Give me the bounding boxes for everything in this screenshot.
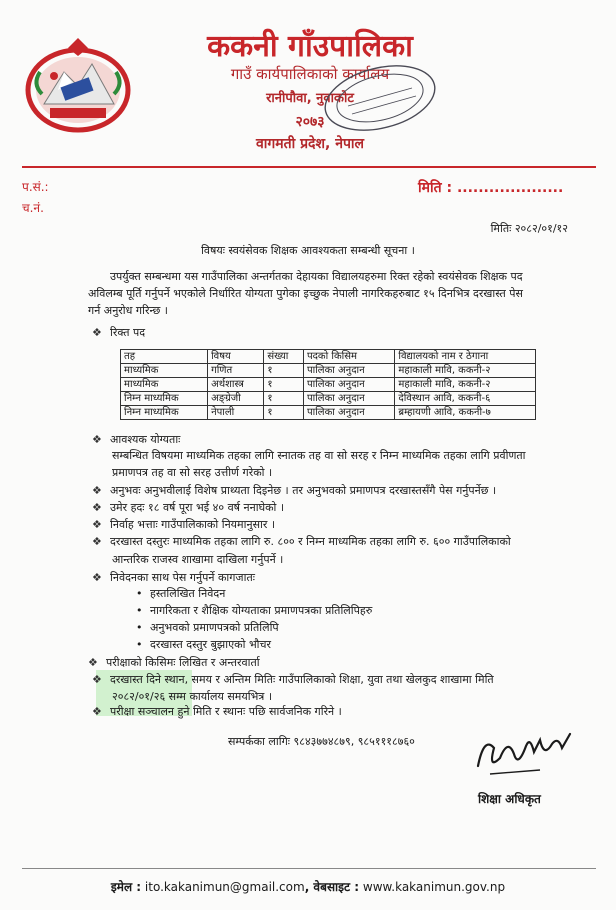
documents-heading: ❖ निवेदनका साथ पेस गर्नुपर्ने कागजातः: [92, 571, 255, 584]
exam-type-item: ❖ परीक्षाको किसिमः लिखित र अन्तरवार्ता: [88, 656, 260, 669]
website-url: www.kakanimun.gov.np: [362, 880, 506, 894]
diamond-bullet-icon: ❖: [92, 705, 102, 718]
officer-title: शिक्षा अधिकृत: [478, 792, 541, 806]
intro-line-3: गर्न अनुरोध गरिन्छ ।: [88, 304, 168, 317]
diamond-bullet-icon: ❖: [92, 433, 102, 446]
diamond-bullet-icon: ❖: [92, 484, 102, 497]
qualification-heading: ❖ आवश्यक योग्यताः: [92, 433, 181, 446]
submission-line-2: २०८२/०१/२६ सम्म कार्यालय समयभित्र ।: [112, 690, 273, 703]
header-divider: [22, 166, 596, 168]
qualification-line-2: प्रमाणपत्र तह वा सो सरह उत्तीर्ण गरेको ।: [112, 466, 273, 479]
experience-item: ❖ अनुभवः अनुभवीलाई विशेष प्राथ्यता दिइनेछ । तर अनुभवको प्रमाणपत्र दरखास्तसँगै पेस गर्नुपर्नेछ ।: [92, 484, 497, 497]
contact-numbers: सम्पर्कका लागिः ९८४३७७४८७९, ९८५१११८७६०: [228, 735, 415, 748]
office-location: रानीपौवा, नुवाकोट: [266, 91, 354, 106]
qualification-line-1: सम्बन्धित विषयमा माध्यमिक तहका लागि स्नातक तह वा सो सरह र निम्न माध्यमिक तहका लागि प्रवीणता: [112, 449, 526, 462]
dot-bullet-icon: •: [136, 604, 143, 617]
list-item: • नागरिकता र शैक्षिक योग्यताका प्रमाणपत्रका प्रतिलिपिहरु: [136, 604, 373, 617]
table-row: निम्न माध्यमिक नेपाली १ पालिका अनुदान ब्रम्हायणी आवि, ककनी-७: [121, 406, 536, 420]
email-address: ito.kakanimun@gmail.com: [144, 880, 305, 894]
signature-icon: [470, 718, 580, 784]
diamond-bullet-icon: ❖: [92, 518, 102, 531]
office-stamp-icon: [300, 58, 440, 138]
diamond-bullet-icon: ❖: [92, 326, 102, 339]
date-field: मिति : ....................: [418, 180, 564, 196]
fee-line-2: आन्तरिक राजस्व शाखामा दाखिला गर्नुपर्ने ।: [112, 553, 284, 566]
table-header-row: तह विषय संख्या पदको किसिम विद्यालयको नाम र ठेगाना: [121, 350, 536, 364]
intro-line-1: उपर्युक्त सम्बन्धमा यस गाउँपालिका अन्तर्गतका देहायका विद्यालयहरुमा रिक्त रहेको स्वयंसेवक शिक्षक पद: [110, 270, 523, 283]
list-item: • हस्तलिखित निवेदन: [136, 587, 226, 600]
website-label: , वेबसाइट :: [304, 880, 360, 894]
list-item: • अनुभवको प्रमाणपत्रको प्रतिलिपि: [136, 621, 279, 634]
table-row: माध्यमिक गणित १ पालिका अनुदान महाकाली मावि, ककनी-२: [121, 364, 536, 378]
dot-bullet-icon: •: [136, 621, 143, 634]
dot-bullet-icon: •: [136, 638, 143, 651]
diamond-bullet-icon: ❖: [88, 656, 98, 669]
table-row: निम्न माध्यमिक अङ्ग्रेजी १ पालिका अनुदान देविस्थान आवि, ककनी-६: [121, 392, 536, 406]
vacancy-table: [120, 349, 536, 420]
org-name: ककनी गाँउपालिका: [207, 29, 413, 64]
dispatch-number: च.नं.: [22, 201, 44, 215]
reference-number: प.सं.:: [22, 180, 49, 194]
exam-notice-item: ❖ परीक्षा सञ्चालन हुने मिति र स्थानः पछि सार्वजनिक गरिने ।: [92, 705, 342, 718]
table-row: माध्यमिक अर्थशास्त्र १ पालिका अनुदान महाकाली मावि, ककनी-२: [121, 378, 536, 392]
diamond-bullet-icon: ❖: [92, 571, 102, 584]
diamond-bullet-icon: ❖: [92, 673, 102, 686]
age-item: ❖ उमेर हदः १८ वर्ष पूरा भई ४० वर्ष ननाघेको ।: [92, 501, 285, 514]
footer-contact: [0, 878, 616, 895]
office-name: गाउँ कार्यपालिकाको कार्यालय: [230, 65, 390, 83]
submission-item: ❖ दरखास्त दिने स्थान, समय र अन्तिम मितिः गाउँपालिकाको शिक्षा, युवा तथा खेलकुद शाखामा मिति: [92, 673, 494, 686]
intro-line-2: अविलम्ब पूर्ति गर्नुपर्ने भएकोले निर्धारित योग्यता पुगेका इच्छुक नेपाली नागरिकहरुबाट १५ दिनभित्र दरखास्त पेस: [88, 287, 523, 300]
diamond-bullet-icon: ❖: [92, 501, 102, 514]
footer-divider: [22, 868, 596, 869]
nepal-emblem-icon: [22, 34, 134, 138]
letter-subject: विषयः स्वयंसेवक शिक्षक आवश्यकता सम्बन्धी सूचना ।: [201, 244, 415, 257]
diamond-bullet-icon: ❖: [92, 535, 102, 548]
province: वागमती प्रदेश, नेपाल: [255, 136, 365, 152]
dot-bullet-icon: •: [136, 587, 143, 600]
vacancy-heading: ❖ रिक्त पद: [92, 326, 146, 339]
list-item: • दरखास्त दस्तुर बुझाएको भौचर: [136, 638, 272, 651]
established-year: २०७३: [295, 114, 325, 130]
fee-item: ❖ दरखास्त दस्तुरः माध्यमिक तहका लागि रु. ८०० र निम्न माध्यमिक तहका लागि रु. ६०० गाउँपालिकाको: [92, 535, 511, 548]
letter-date: मितिः २०८२/०१/१२: [490, 222, 568, 235]
allowance-item: ❖ निर्वाह भत्ताः गाउँपालिकाको नियमानुसार ।: [92, 518, 276, 531]
email-label: इमेल :: [110, 880, 142, 894]
